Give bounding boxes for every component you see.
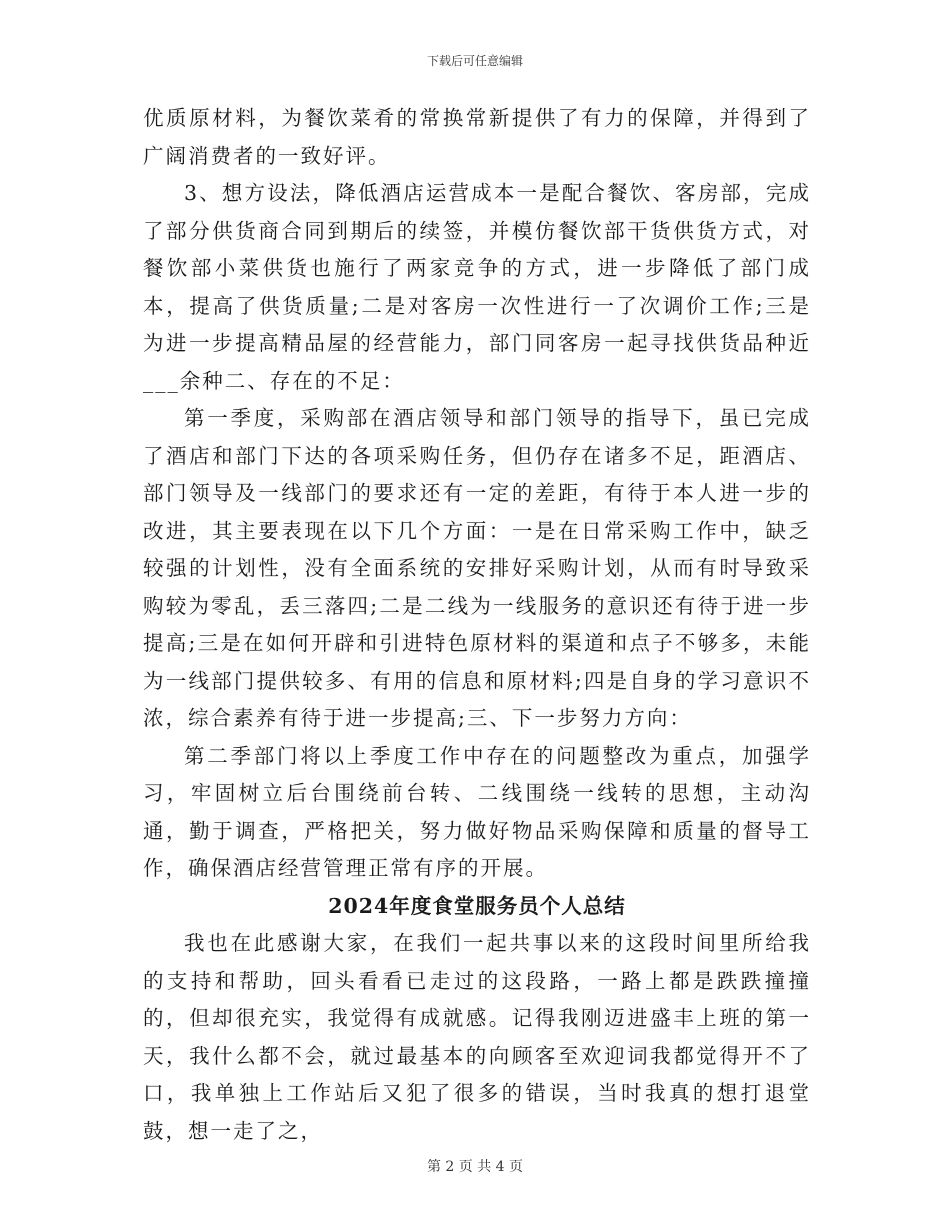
page-footer: 第 2 页 共 4 页 [426,1159,524,1175]
paragraph-3: 第一季度，采购部在酒店领导和部门领导的指导下，虽已完成了酒店和部门下达的各项采购任务，但仍存在诸多不足，距酒店、部门领导及一线部门的要求还有一定的差距，有待于本人进一步的改进，其主要表现在以下几个方面：一是在日常采购工作中，缺乏较强的计划性，没有全面系统的安排好采购计划，从而有时导致采购较为零乱，丢三落四;二是二线为一线服务的意识还有待于进一步提高;三是在如何开辟和引进特色原材料的渠道和点子不够多，未能为一线部门提供较多、有用的信息和原材料;四是自身的学习意识不浓，综合素养有待于进一步提高;三、下一步努力方向： [143,406,811,730]
document-title: 2024年度食堂服务员个人总结 [328,893,626,918]
document-body [143,100,811,1150]
paragraph-2: 3、想方设法，降低酒店运营成本一是配合餐饮、客房部，完成了部分供货商合同到期后的续签，并模仿餐饮部干货供货方式，对餐饮部小菜供货也施行了两家竞争的方式，进一步降低了部门成本，提高了供货质量;二是对客房一次性进行一了次调价工作;三是为进一步提高精品屋的经营能力，部门同客房一起寻找供货品种近___余种二、存在的不足： [143,181,811,393]
page-header: 下载后可任意编辑 [426,54,523,68]
paragraph-4: 第二季部门将以上季度工作中存在的问题整改为重点，加强学习，牢固树立后台围绕前台转、二线围绕一线转的思想，主动沟通，勤于调查，严格把关，努力做好物品采购保障和质量的督导工作，确保酒店经营管理正常有序的开展。 [143,743,811,880]
paragraph-1: 优质原材料，为餐饮菜肴的常换常新提供了有力的保障，并得到了广阔消费者的一致好评。 [143,106,811,168]
paragraph-5: 我也在此感谢大家，在我们一起共事以来的这段时间里所给我的支持和帮助，回头看看已走过的这段路，一路上都是跌跌撞撞的，但却很充实，我觉得有成就感。记得我刚迈进盛丰上班的第一天，我什么都不会，就过最基本的向顾客至欢迎词我都觉得开不了口，我单独上工作站后又犯了很多的错误，当时我真的想打退堂鼓，想一走了之， [143,931,811,1143]
